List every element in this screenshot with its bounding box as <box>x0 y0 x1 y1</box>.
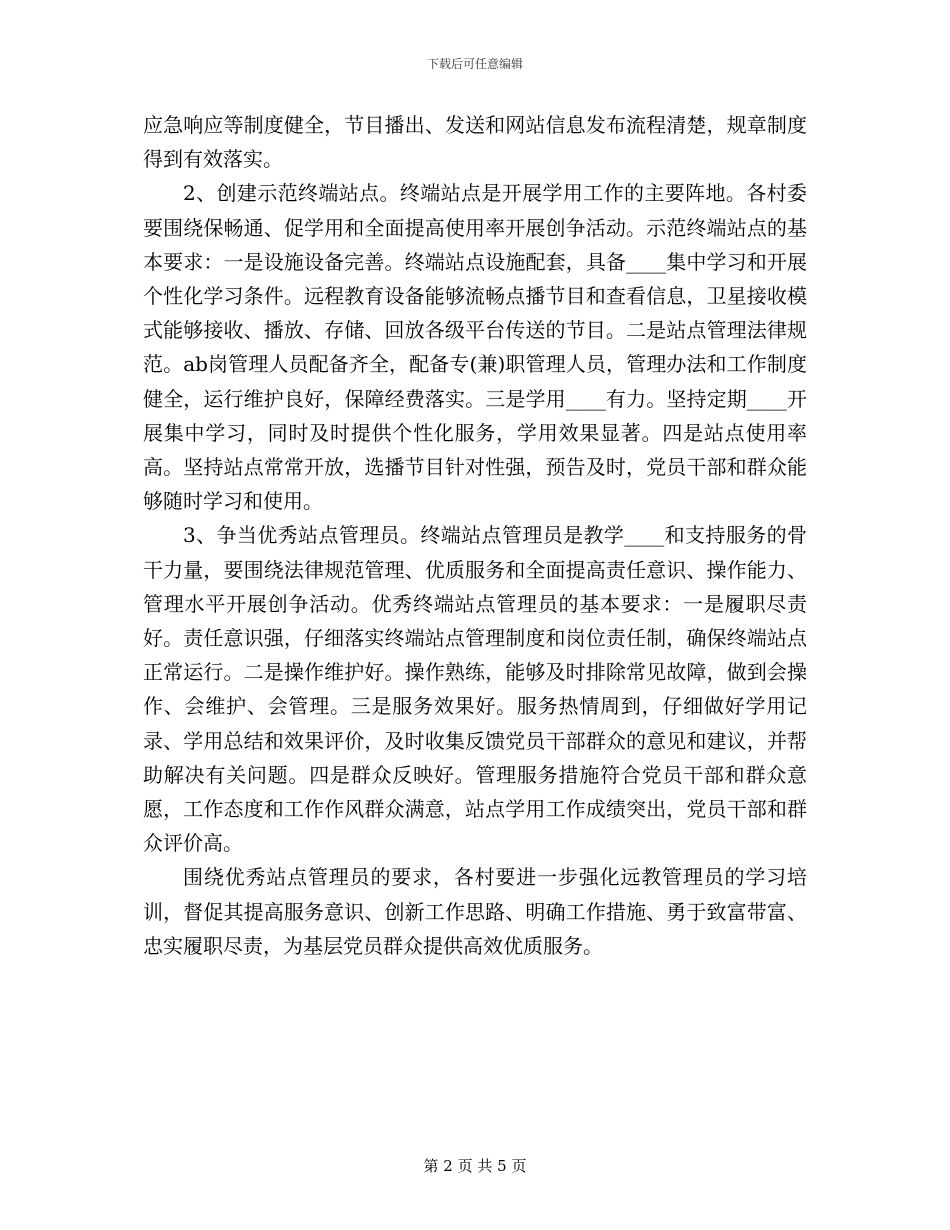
paragraph-training: 围绕优秀站点管理员的要求，各村要进一步强化远教管理员的学习培训，督促其提高服务意识、创新工作思路、明确工作措施、勇于致富带富、忠实履职尽责，为基层党员群众提供高效优质服务。 <box>143 865 807 958</box>
paragraph-station-manager: 3、争当优秀站点管理员。终端站点管理员是教学____和支持服务的骨干力量，要围绕法律规范管理、优质服务和全面提高责任意识、操作能力、管理水平开展创争活动。优秀终端站点管理员的基本要求：一是履职尽责好。责任意识强，仔细落实终端站点管理制度和岗位责任制，确保终端站点正常运行。二是操作维护好。操作熟练，能够及时排除常见故障，做到会操作、会维护、会管理。三是服务效果好。服务热情周到，仔细做好学用记录、学用总结和效果评价，及时收集反馈党员干部群众的意见和建议，并帮助解决有关问题。四是群众反映好。管理服务措施符合党员干部和群众意愿，工作态度和工作作风群众满意，站点学用工作成绩突出，党员干部和群众评价高。 <box>143 523 807 856</box>
page-number: 第 2 页 共 5 页 <box>423 1157 527 1175</box>
paragraph-continuation: 应急响应等制度健全，节目播出、发送和网站信息发布流程清楚，规章制度得到有效落实。 <box>143 113 807 172</box>
document-body <box>143 108 807 963</box>
paragraph-demo-station: 2、创建示范终端站点。终端站点是开展学用工作的主要阵地。各村委要围绕保畅通、促学用和全面提高使用率开展创争活动。示范终端站点的基本要求：一是设施设备完善。终端站点设施配套，具备____集中学习和开展个性化学习条件。远程教育设备能够流畅点播节目和查看信息，卫星接收模式能够接收、播放、存储、回放各级平台传送的节目。二是站点管理法律规范。ab岗管理人员配备齐全，配备专(兼)职管理人员，管理办法和工作制度健全，运行维护良好，保障经费落实。三是学用____有力。坚持定期____开展集中学习，同时及时提供个性化服务，学用效果显著。四是站点使用率高。坚持站点常常开放，选播节目针对性强，预告及时，党员干部和群众能够随时学习和使用。 <box>143 181 807 514</box>
page-header: 下载后可任意编辑 <box>426 57 523 71</box>
